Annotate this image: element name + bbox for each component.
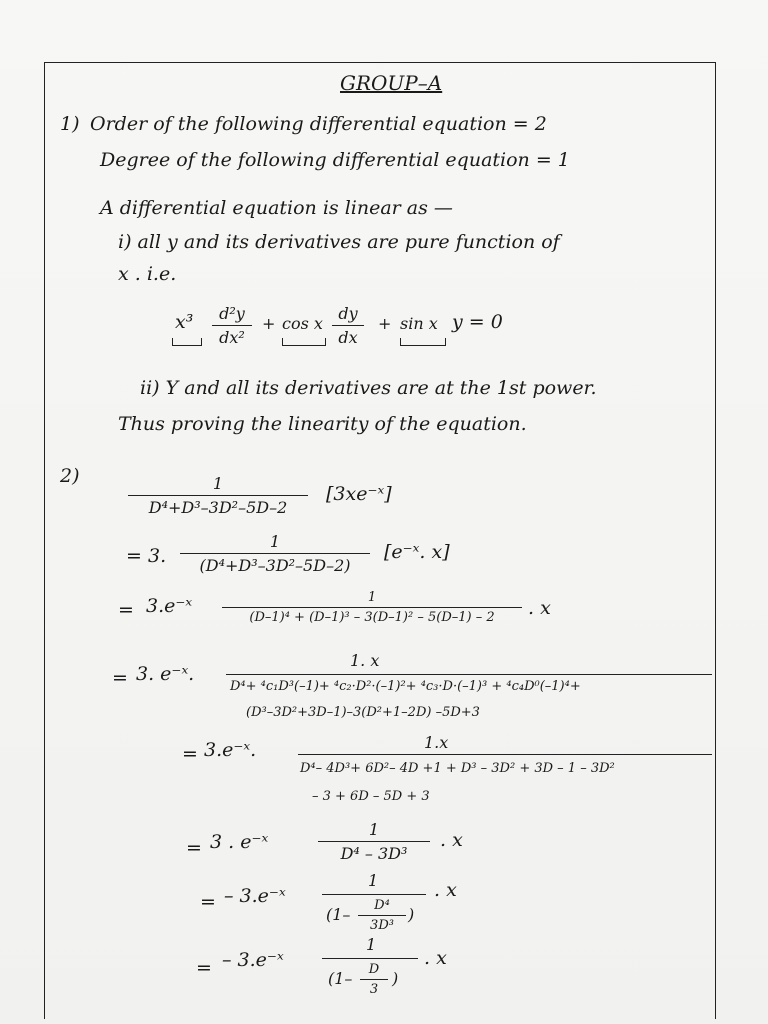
underbrace-sinx bbox=[400, 338, 446, 346]
q2-step1-operand: [3xe⁻ˣ] bbox=[326, 483, 392, 505]
q1-conclusion: Thus proving the linearity of the equation. bbox=[118, 413, 527, 435]
underbrace-cosx bbox=[282, 338, 326, 346]
underbrace-x3 bbox=[172, 338, 202, 346]
q1-point-i-line1: i) all y and its derivatives are pure function of bbox=[118, 231, 560, 253]
q2-step3-fraction bbox=[222, 590, 522, 625]
q2-step8-inner-numerator: D bbox=[368, 962, 380, 977]
q2-step3-denominator: (D–1)⁴ + (D–1)³ – 3(D–1)² – 5(D–1) – 2 bbox=[249, 610, 495, 625]
q2-step4-fraction-bar bbox=[226, 674, 712, 675]
fraction-bar bbox=[360, 979, 388, 980]
q2-step4-numerator: 1. x bbox=[350, 651, 380, 670]
q2-step4-equals: = bbox=[112, 667, 128, 689]
q2-step5-numerator: 1.x bbox=[424, 733, 449, 752]
q2-step5-denominator-line1: D⁴– 4D³+ 6D²– 4D +1 + D³ – 3D² + 3D – 1 – 3D² bbox=[300, 761, 615, 776]
fraction-bar bbox=[358, 915, 406, 916]
q2-step8-operand: . x bbox=[424, 947, 447, 969]
q2-step7-fraction-bar bbox=[322, 894, 426, 895]
q2-step8-numerator: 1 bbox=[366, 935, 377, 954]
q2-step1-denominator: D⁴+D³–3D²–5D–2 bbox=[148, 498, 288, 517]
q2-step6-operand: . x bbox=[440, 829, 463, 851]
q2-step8-inner-fraction bbox=[360, 962, 388, 997]
q2-step1-fraction bbox=[128, 474, 308, 517]
q2-step3-operand: . x bbox=[528, 597, 551, 619]
eq-term-sinx: sin x bbox=[400, 314, 438, 333]
q2-step2-coefficient: 3. bbox=[148, 545, 167, 567]
fraction-bar bbox=[318, 841, 430, 842]
q2-step4-denominator-line2: (D³–3D²+3D–1)–3(D²+1–2D) –5D+3 bbox=[246, 705, 480, 720]
q2-step8-inner-denominator: 3 bbox=[369, 982, 379, 997]
q2-step7-numerator: 1 bbox=[368, 871, 379, 890]
q2-step7-coefficient: – 3.e⁻ˣ bbox=[224, 885, 286, 907]
q2-step4-denominator-line1: D⁴+ ⁴c₁D³(–1)+ ⁴c₂·D²·(–1)²+ ⁴c₃·D·(–1)³ + ⁴c₄D⁰(–1)⁴+ bbox=[230, 679, 581, 694]
fraction-bar bbox=[222, 607, 522, 608]
q2-step7-inner-numerator: D⁴ bbox=[374, 898, 390, 913]
q2-step4-coefficient: 3. e⁻ˣ. bbox=[136, 663, 195, 685]
q2-step8-coefficient: – 3.e⁻ˣ bbox=[222, 949, 284, 971]
q2-step7-inner-denominator: 3D³ bbox=[370, 918, 394, 933]
q2-step2-equals: = bbox=[126, 545, 142, 567]
q2-step2-operand: [e⁻ˣ. x] bbox=[384, 541, 450, 563]
q1-linear-intro: A differential equation is linear as — bbox=[100, 197, 453, 219]
eq-plus-1: + bbox=[262, 314, 276, 333]
q2-step6-coefficient: 3 . e⁻ˣ bbox=[210, 831, 269, 853]
q1-point-i-line2: x . i.e. bbox=[118, 263, 177, 285]
q2-step6-equals: = bbox=[186, 837, 202, 859]
q2-step7-denominator-close: ) bbox=[408, 905, 415, 924]
q2-step3-coefficient: 3.e⁻ˣ bbox=[146, 595, 193, 617]
q2-step5-fraction-bar bbox=[298, 754, 712, 755]
eq-dy: dy bbox=[338, 304, 358, 323]
q1-order-line: Order of the following differential equation = 2 bbox=[90, 113, 547, 135]
q2-step1-numerator: 1 bbox=[212, 474, 224, 493]
q1-number: 1) bbox=[60, 113, 80, 135]
q2-step8-equals: = bbox=[196, 957, 212, 979]
q2-step5-equals: = bbox=[182, 743, 198, 765]
q2-number: 2) bbox=[60, 465, 80, 487]
q2-step8-denominator-open: (1– bbox=[328, 969, 353, 988]
q2-step7-denominator-open: (1– bbox=[326, 905, 351, 924]
eq-dx2: dx² bbox=[219, 328, 245, 347]
eq-term-x3: x³ bbox=[175, 311, 194, 333]
eq-fraction-dy-dx bbox=[332, 304, 364, 347]
eq-fraction-d2y-dx2 bbox=[212, 304, 252, 347]
page-title: GROUP–A bbox=[340, 71, 443, 95]
eq-dx: dx bbox=[338, 328, 358, 347]
q2-step7-equals: = bbox=[200, 891, 216, 913]
q2-step6-numerator: 1 bbox=[368, 820, 380, 839]
q2-step3-numerator: 1 bbox=[367, 590, 377, 605]
q2-step7-inner-fraction bbox=[358, 898, 406, 933]
fraction-bar bbox=[128, 495, 308, 496]
q2-step7-operand: . x bbox=[434, 879, 457, 901]
eq-plus-2: + bbox=[378, 314, 392, 333]
eq-d2y: d²y bbox=[219, 304, 245, 323]
q2-step5-denominator-line2: – 3 + 6D – 5D + 3 bbox=[312, 789, 430, 804]
q1-degree-line: Degree of the following differential equation = 1 bbox=[100, 149, 570, 171]
q2-step8-fraction-bar bbox=[322, 958, 418, 959]
q2-step5-coefficient: 3.e⁻ˣ. bbox=[204, 739, 257, 761]
q2-step2-numerator: 1 bbox=[269, 532, 281, 551]
fraction-bar bbox=[332, 325, 364, 326]
fraction-bar bbox=[180, 553, 370, 554]
eq-y-equals-zero: y = 0 bbox=[452, 311, 503, 333]
q2-step2-denominator: (D⁴+D³–3D²–5D–2) bbox=[199, 556, 351, 575]
q2-step6-fraction bbox=[318, 820, 430, 863]
q1-point-ii: ii) Y and all its derivatives are at the 1st power. bbox=[140, 377, 597, 399]
q2-step3-equals: = bbox=[118, 599, 134, 621]
fraction-bar bbox=[212, 325, 252, 326]
q2-step6-denominator: D⁴ – 3D³ bbox=[340, 844, 408, 863]
eq-term-cosx: cos x bbox=[282, 314, 323, 333]
q2-step8-denominator-close: ) bbox=[392, 969, 399, 988]
q2-step2-fraction bbox=[180, 532, 370, 575]
